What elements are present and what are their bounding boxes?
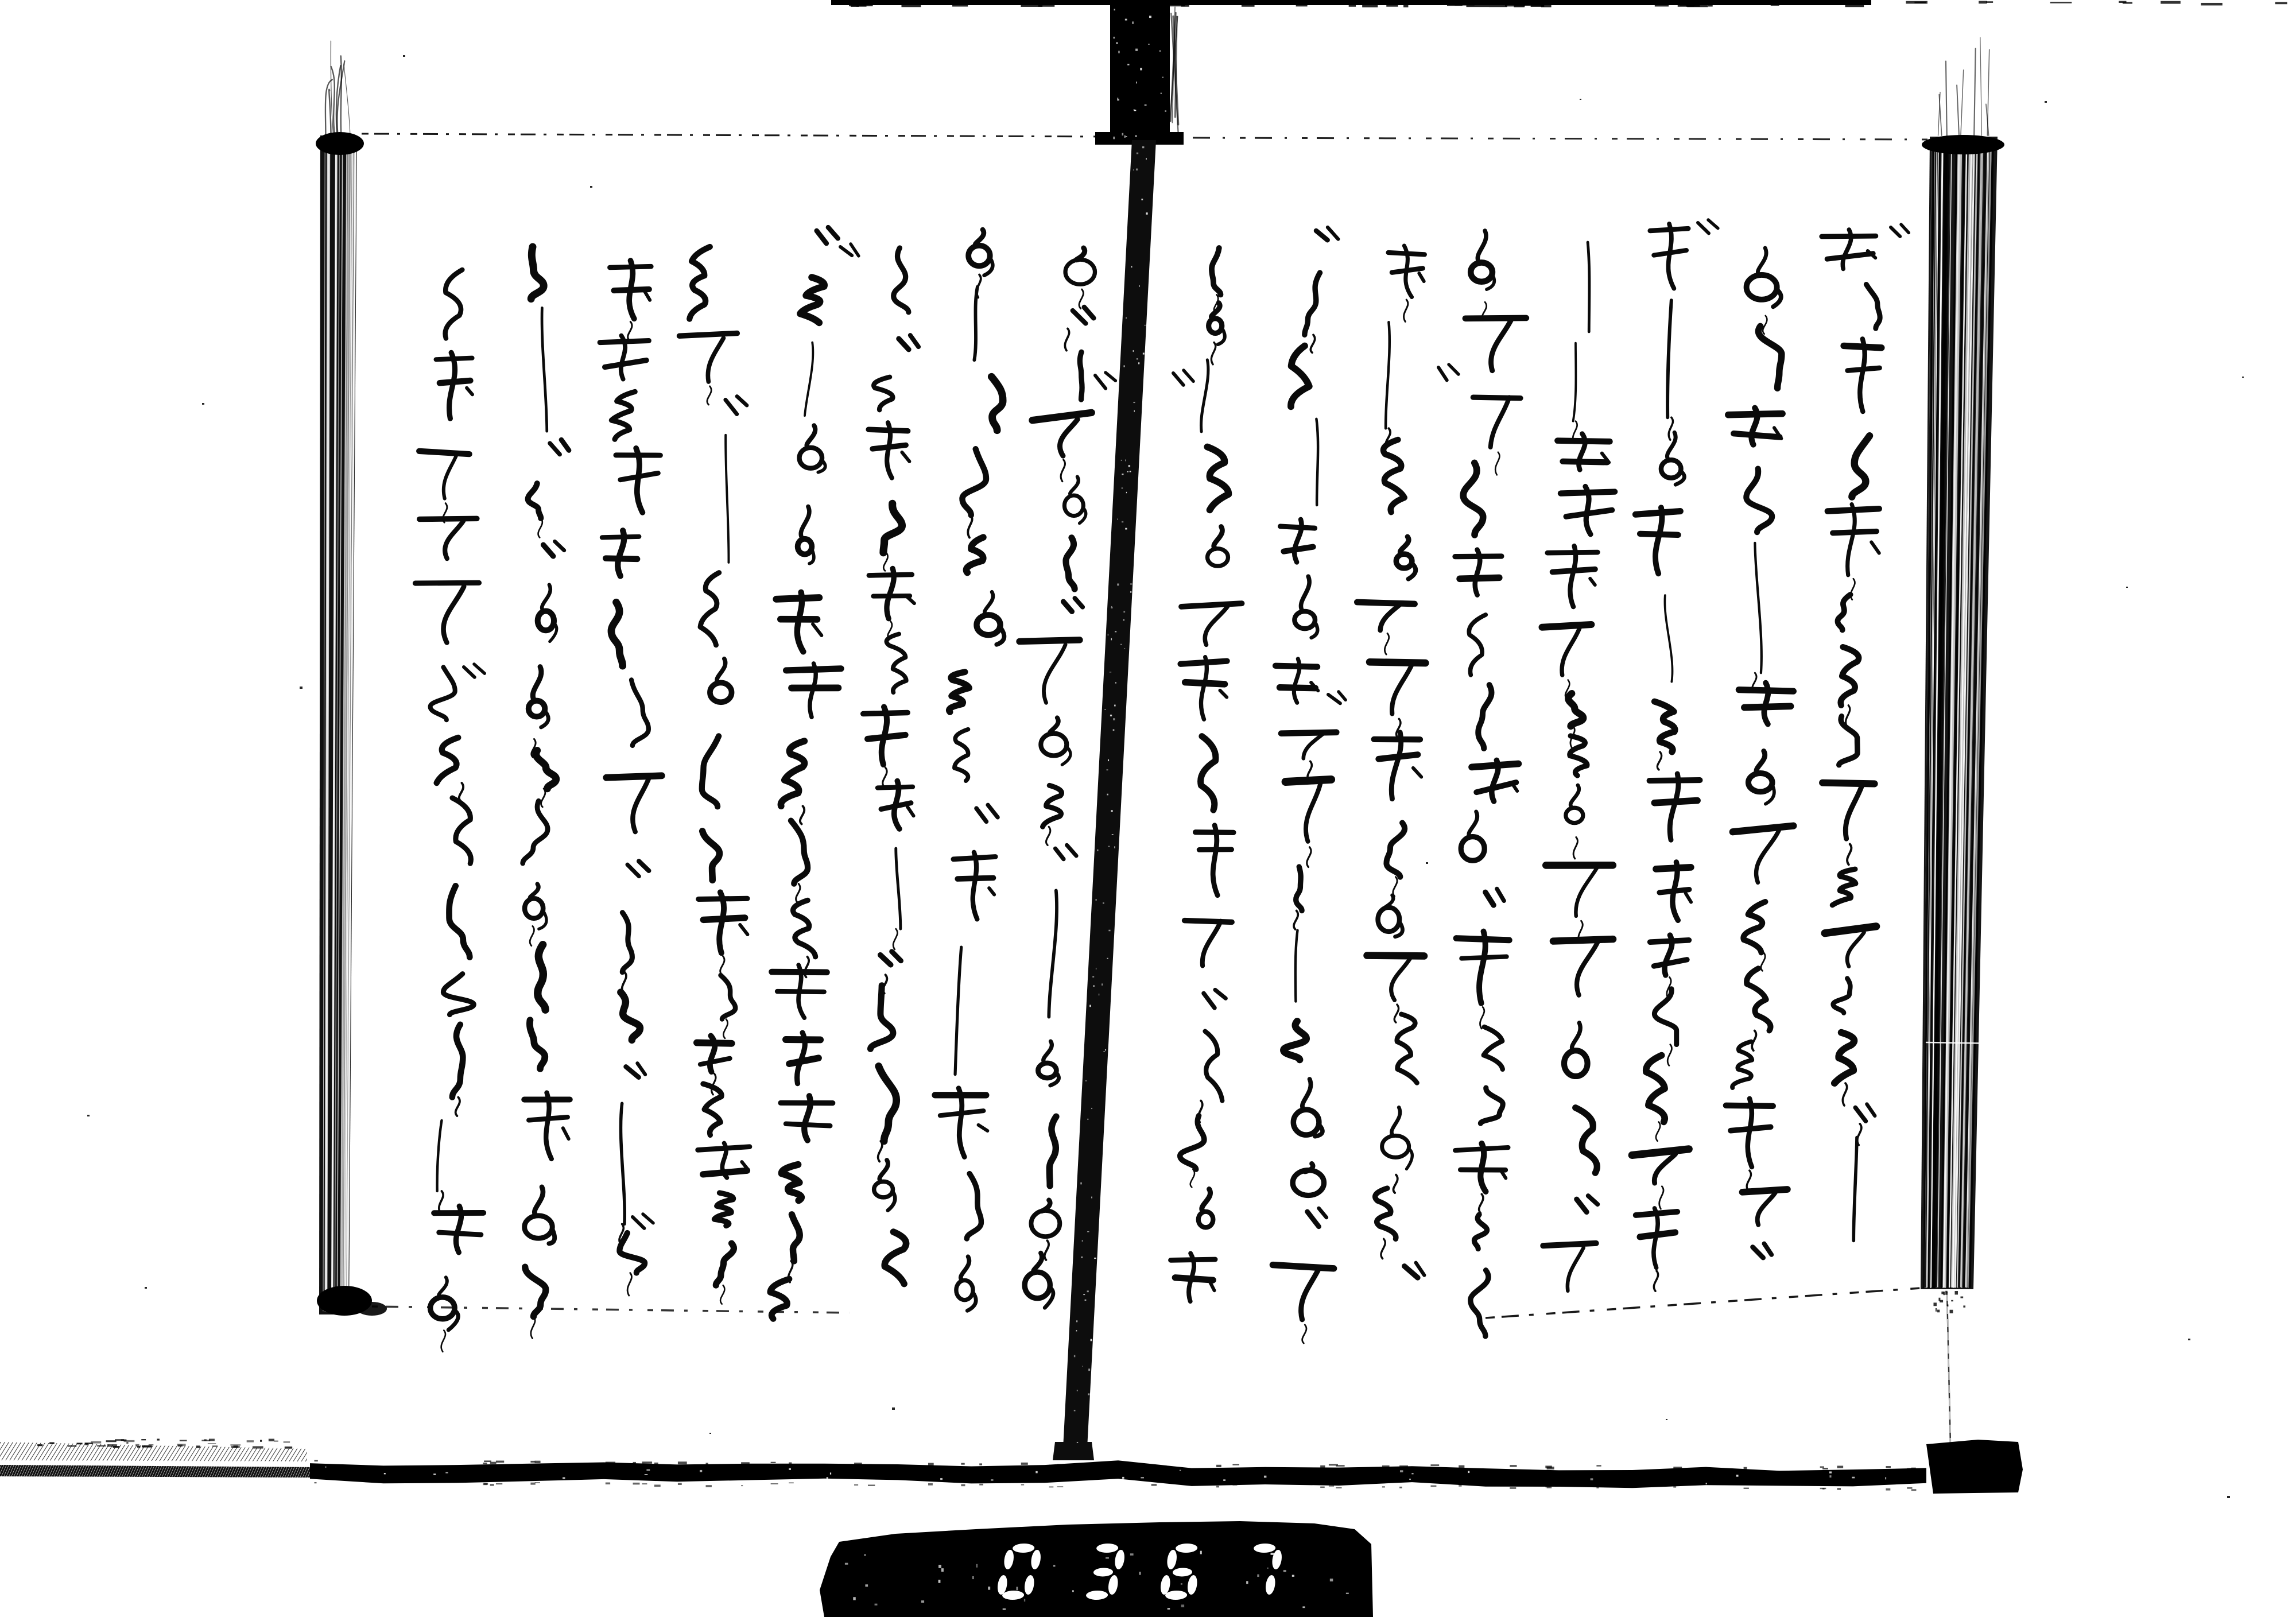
frame-counter xyxy=(820,1521,1373,1617)
